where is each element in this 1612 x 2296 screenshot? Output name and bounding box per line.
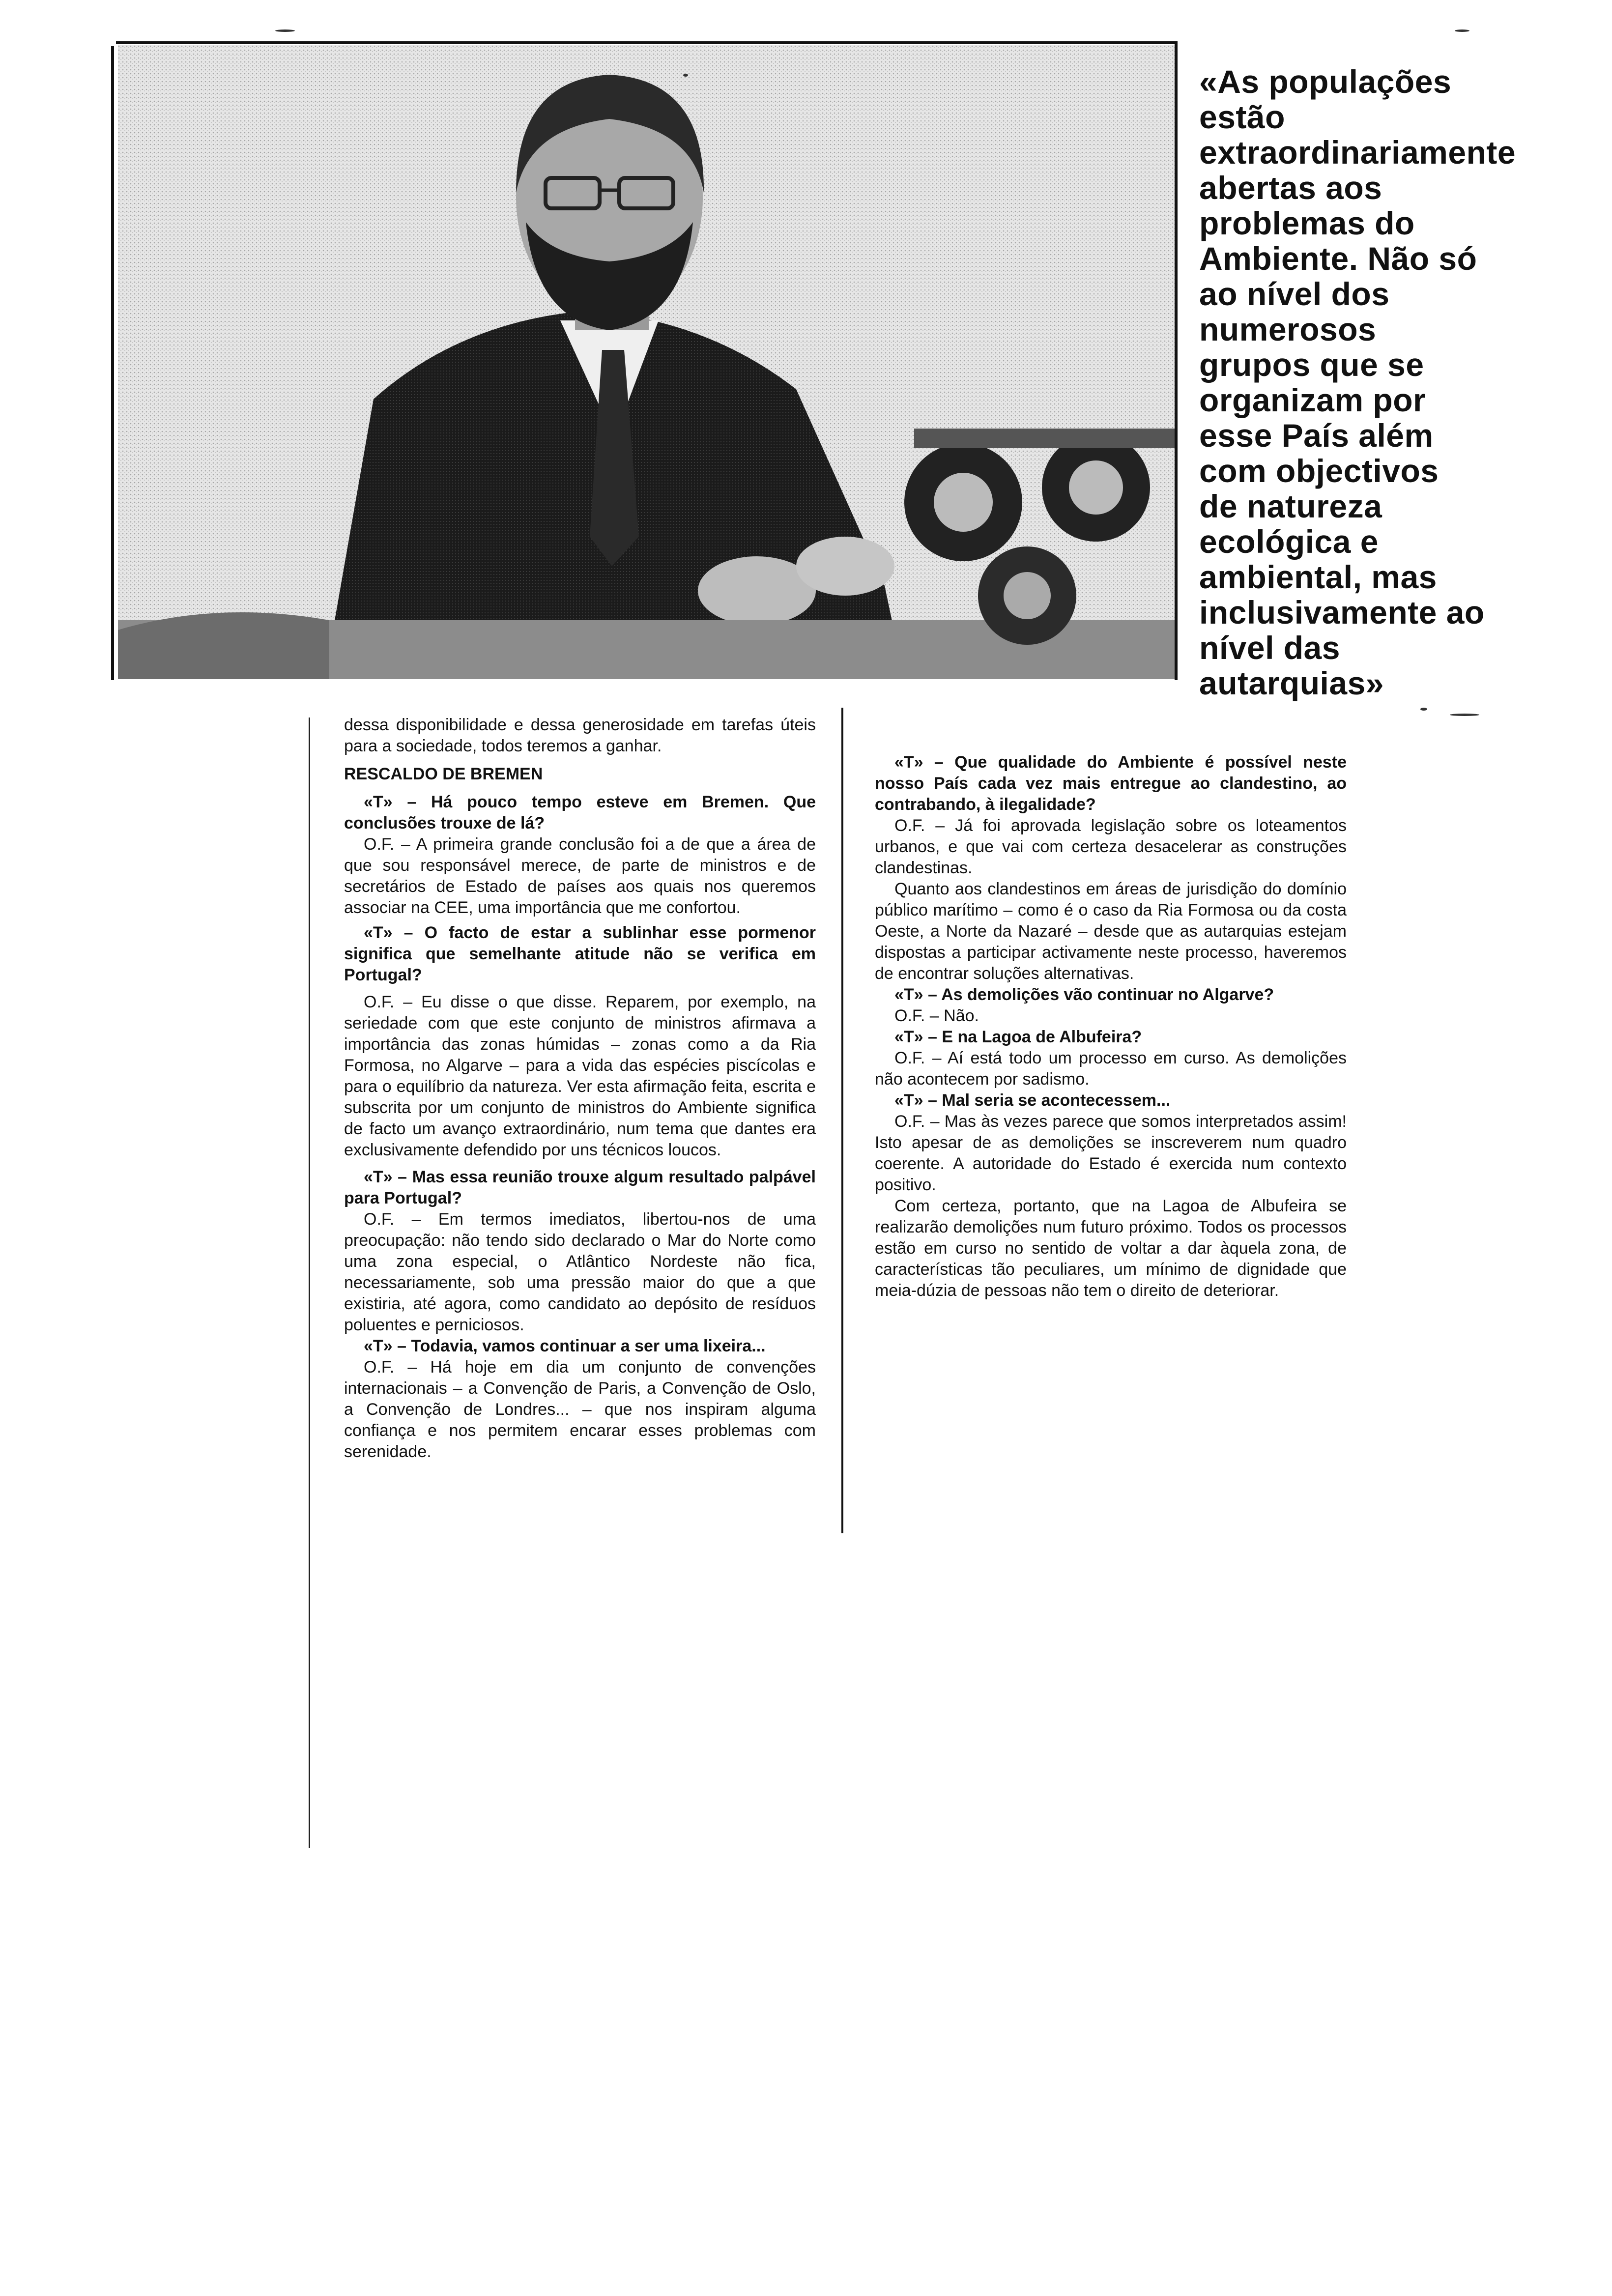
interview-answer: Quanto aos clandestinos em áreas de jurisdição do domínio público marítimo – como é o caso da Ria Formosa ou da costa Oeste, a Norte da Nazaré – desde que as autarquias estejam dispostas a participar activamente neste processo, haveremos de encontrar soluções alternativas. — [875, 880, 1347, 983]
pull-quote-line: organizam por — [1199, 382, 1426, 418]
pull-quote-line: autarquias» — [1199, 665, 1384, 701]
pull-quote-line: extraordinariamente — [1199, 134, 1516, 171]
scan-speck — [1420, 708, 1427, 711]
scan-speck — [683, 74, 688, 77]
pull-quote-line: ambiental, mas — [1199, 559, 1437, 595]
pull-quote-line: problemas do — [1199, 205, 1415, 241]
pull-quote-line: de natureza — [1199, 488, 1382, 524]
column-divider — [841, 708, 843, 1533]
scan-speck — [1455, 29, 1469, 32]
interview-question: «T» – Todavia, vamos continuar a ser uma lixeira... — [364, 1337, 766, 1355]
pull-quote-line: estão — [1199, 99, 1285, 135]
interview-question: «T» – Mal seria se acontecessem... — [894, 1091, 1171, 1110]
interview-answer: O.F. – Já foi aprovada legislação sobre os loteamentos urbanos, e que vai com certeza desacelerar as construções clandestinas. — [875, 816, 1347, 877]
interview-answer: O.F. – Não. — [894, 1006, 979, 1025]
pull-quote-line: ecológica e — [1199, 523, 1379, 560]
scan-speck — [275, 29, 295, 32]
article-column-2 — [875, 752, 1347, 1301]
interview-question: «T» – E na Lagoa de Albufeira? — [894, 1028, 1142, 1046]
portrait-photo-graphic — [118, 45, 1175, 679]
interview-answer: O.F. – Mas às vezes parece que somos interpretados assim! Isto apesar de as demolições se inscreverem num quadro coerente. A autoridade do Estado é exercida num contexto positivo. — [875, 1112, 1347, 1194]
scan-speck — [1450, 714, 1479, 716]
interview-question: «T» – Há pouco tempo esteve em Bremen. Que conclusões trouxe de lá? — [344, 793, 816, 832]
interview-answer: O.F. – Eu disse o que disse. Reparem, por exemplo, na seriedade com que este conjunto de ministros afirmava a importância das zonas húmidas – zonas como a da Ria Formosa, no Algarve – para a vida das espécies piscícolas e para o equilíbrio da natureza. Ver esta afirmação feita, escrita e subscrita por um conjunto de ministros do Ambiente significa de facto um avanço extraordinário, num tema que dantes era exclusivamente defendido por uns técnicos loucos. — [344, 993, 816, 1159]
interview-answer: O.F. – A primeira grande conclusão foi a de que a área de que sou responsável merece, de parte de ministros e de secretários de Estado de países aos quais nos queremos associar na CEE, uma importância que me confortou. — [344, 835, 816, 917]
pull-quote-line: inclusivamente ao — [1199, 594, 1485, 631]
interview-question: «T» – Mas essa reunião trouxe algum resultado palpável para Portugal? — [344, 1168, 816, 1207]
pull-quote-line: ao nível dos — [1199, 276, 1390, 312]
section-heading: RESCALDO DE BREMEN — [344, 765, 543, 783]
interview-question: «T» – O facto de estar a sublinhar esse pormenor significa que semelhante atitude não se verifica em Portugal? — [344, 923, 816, 984]
pull-quote-line: Ambiente. Não só — [1199, 240, 1477, 277]
article-column-1 — [344, 715, 816, 1463]
interview-question: «T» – Que qualidade do Ambiente é possível neste nosso País cada vez mais entregue ao clandestino, ao contrabando, à ilegalidade? — [875, 753, 1347, 814]
interview-answer: O.F. – Em termos imediatos, libertou-nos de uma preocupação: não tendo sido declarado o Mar do Norte como uma zona especial, o Atlântico Nordeste não fica, necessariamente, sob uma pressão maior do que a que existiria, até agora, como candidato ao depósito de resíduos poluentes e perniciosos. — [344, 1210, 816, 1334]
interview-answer: O.F. – Há hoje em dia um conjunto de convenções internacionais – a Convenção de Paris, a Convenção de Oslo, a Convenção de Londres... – que nos inspiram alguma confiança e nos permitem encarar esses problemas com serenidade. — [344, 1358, 816, 1461]
pull-quote-line: esse País além — [1199, 417, 1434, 454]
paragraph: dessa disponibilidade e dessa generosidade em tarefas úteis para a sociedade, todos teremos a ganhar. — [344, 716, 816, 755]
pull-quote-line: «As populações — [1199, 63, 1452, 100]
pull-quote-line: nível das — [1199, 630, 1340, 666]
photo-left-rule — [111, 46, 114, 680]
interview-question: «T» – As demolições vão continuar no Algarve? — [894, 985, 1274, 1004]
interview-answer: Com certeza, portanto, que na Lagoa de Albufeira se realizarão demolições num futuro próximo. Todos os processos estão em curso no sentido de voltar a dar àquela zona, de características tão peculiares, um mínimo de dignidade que meia-dúzia de pessoas não tem o direito de deteriorar. — [875, 1197, 1347, 1300]
left-column-rule — [309, 718, 310, 1848]
pull-quote-line: numerosos — [1199, 311, 1377, 347]
pull-quote-line: grupos que se — [1199, 346, 1424, 383]
pull-quote-line: com objectivos — [1199, 453, 1439, 489]
pull-quote — [1199, 64, 1592, 701]
portrait-photo — [118, 45, 1175, 679]
interview-answer: O.F. – Aí está todo um processo em curso. As demolições não acontecem por sadismo. — [875, 1049, 1347, 1089]
pull-quote-line: abertas aos — [1199, 170, 1382, 206]
